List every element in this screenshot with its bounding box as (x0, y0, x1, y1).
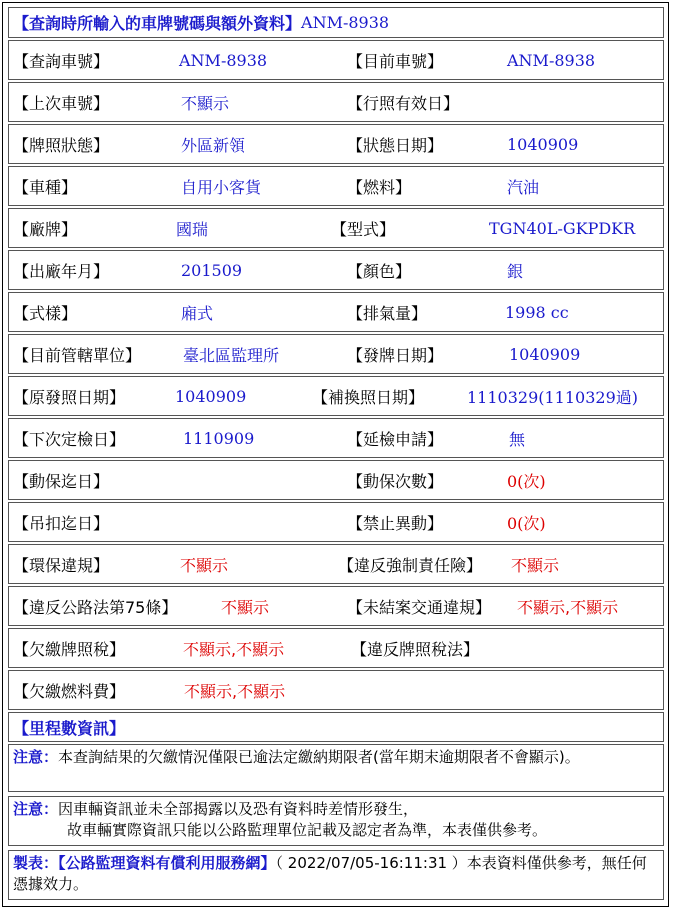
field-label: 【型式】 (331, 219, 396, 239)
info-row (8, 334, 664, 374)
field-label: 【吊扣迄日】 (13, 513, 110, 533)
field-value: 國瑞 (176, 219, 209, 239)
field-label: 【環保違規】 (13, 555, 110, 575)
field-value: 外區新領 (181, 135, 246, 155)
field-label: 【原發照日期】 (13, 387, 126, 407)
field-value: 1040909 (175, 386, 247, 406)
field-label: 【行照有效日】 (347, 93, 460, 113)
field-value: 臺北區監理所 (183, 345, 280, 365)
field-label: 【式樣】 (13, 303, 78, 323)
info-row (8, 544, 664, 584)
field-value: ANM-8938 (179, 50, 268, 70)
info-row (8, 670, 664, 710)
field-value: TGN40L-GKPDKR (489, 218, 636, 238)
info-row (8, 502, 664, 542)
field-label: 【動保迄日】 (13, 471, 110, 491)
footer-text: （ 2022/07/05-16:11:31 ）本表資料僅供參考，無任何憑據效力。 (13, 854, 647, 893)
field-value: 無 (509, 429, 526, 449)
field-label: 【發牌日期】 (347, 345, 444, 365)
field-value: ANM-8938 (507, 50, 596, 70)
info-row (8, 418, 664, 458)
field-value: 不顯示 (221, 597, 270, 617)
field-label: 【廠牌】 (13, 219, 78, 239)
note2-line2: 故車輛實際資訊只能以公路監理單位記載及認定者為準，本表僅供參考。 (67, 821, 548, 839)
info-row (8, 628, 664, 668)
field-label: 【禁止異動】 (347, 513, 444, 533)
field-value: 不顯示 (511, 555, 560, 575)
field-value: 不顯示 (181, 93, 230, 113)
field-label: 【延檢申請】 (347, 429, 444, 449)
field-value: 不顯示,不顯示 (183, 639, 285, 659)
note-overdue (8, 744, 664, 792)
field-label: 【違反牌照稅法】 (351, 639, 480, 659)
field-label: 【狀態日期】 (347, 135, 444, 155)
field-label: 【上次車號】 (13, 93, 110, 113)
field-value: 1110909 (183, 428, 255, 448)
field-label: 【違反公路法第75條】 (13, 597, 178, 617)
field-label: 【查詢車號】 (13, 51, 110, 71)
header-prefix: 【查詢時所輸入的車牌號碼與額外資料】 (13, 14, 302, 33)
field-label: 【下次定檢日】 (13, 429, 126, 449)
info-row (8, 124, 664, 164)
field-label: 【目前管轄單位】 (13, 345, 142, 365)
field-label: 【違反強制責任險】 (338, 555, 483, 575)
note1-head: 注意： (13, 748, 59, 766)
footer-head: 製表： (13, 854, 59, 872)
field-label: 【未結案交通違規】 (347, 597, 492, 617)
field-label: 【燃料】 (347, 177, 412, 197)
footer-source: 【公路監理資料有償利用服務網】 (58, 854, 276, 872)
field-label: 【牌照狀態】 (13, 135, 110, 155)
header-row (8, 7, 664, 38)
header-plate: ANM-8938 (301, 13, 390, 32)
note2-head: 注意： (13, 800, 59, 818)
field-value: 0(次) (507, 471, 546, 491)
header-title (13, 8, 389, 37)
footer-note (8, 850, 664, 900)
mileage-row (8, 712, 664, 742)
info-row (8, 250, 664, 290)
field-label: 【欠繳牌照稅】 (13, 639, 126, 659)
info-row (8, 82, 664, 122)
field-value: 1040909 (509, 344, 581, 364)
field-value: 不顯示 (180, 555, 229, 575)
field-label: 【欠繳燃料費】 (13, 681, 126, 701)
field-label: 【顏色】 (347, 261, 412, 281)
note2-line1: 因車輛資訊並未全部揭露以及恐有資料時差情形發生， (58, 800, 419, 818)
field-value: 銀 (507, 261, 524, 281)
info-row (8, 376, 664, 416)
field-label: 【動保次數】 (347, 471, 444, 491)
info-row (8, 208, 664, 248)
vehicle-info-panel (2, 2, 669, 907)
info-row (8, 586, 664, 626)
field-value: 不顯示,不顯示 (517, 597, 619, 617)
field-value: 汽油 (507, 177, 540, 197)
field-label: 【排氣量】 (347, 303, 428, 323)
mileage-title: 【里程數資訊】 (13, 718, 126, 738)
field-label: 【補換照日期】 (312, 387, 425, 407)
info-row (8, 292, 664, 332)
field-value: 201509 (181, 260, 243, 280)
field-value: 1040909 (507, 134, 579, 154)
info-row (8, 40, 664, 80)
field-value: 1110329(1110329過) (467, 387, 639, 407)
field-value: 不顯示,不顯示 (184, 681, 286, 701)
note1-text: 本查詢結果的欠繳情況僅限已逾法定繳納期限者(當年期末逾期限者不會顯示)。 (58, 748, 580, 766)
info-row (8, 166, 664, 206)
field-value: 1998 cc (505, 302, 569, 322)
field-label: 【出廠年月】 (13, 261, 110, 281)
field-value: 自用小客貨 (181, 177, 262, 197)
field-value: 廂式 (181, 303, 214, 323)
field-label: 【車種】 (13, 177, 78, 197)
note-disclaimer (8, 796, 664, 846)
field-label: 【目前車號】 (347, 51, 444, 71)
field-value: 0(次) (507, 513, 546, 533)
info-row (8, 460, 664, 500)
